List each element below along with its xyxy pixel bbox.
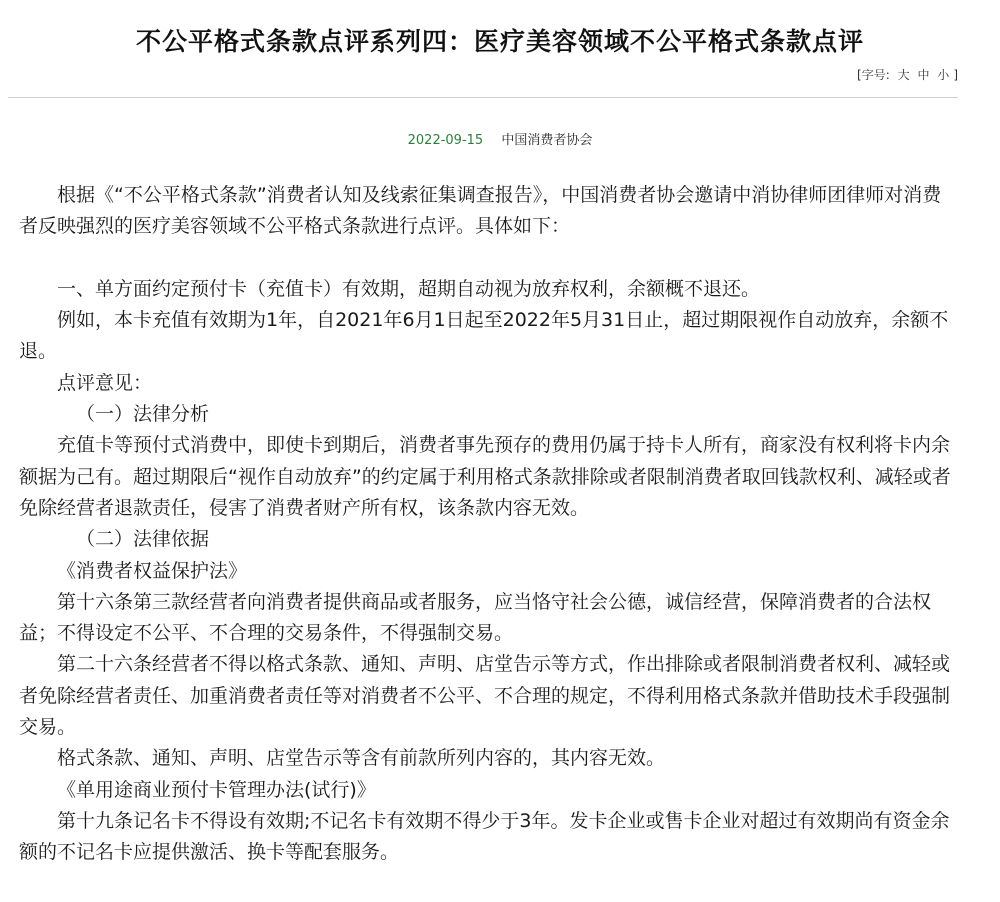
font-size-medium-link[interactable]: 中: [917, 68, 930, 82]
article-19-paragraph: 第十九条记名卡不得设有效期;不记名卡有效期不得少于3年。发卡企业或售卡企业对超过有效期尚有资金余额的不记名卡应提供激活、换卡等配套服务。: [19, 809, 950, 864]
review-label: 点评意见：: [57, 371, 153, 394]
law-title-prepaid-card: 《单用途商业预付卡管理办法(试行)》: [57, 778, 376, 801]
law-title-consumer-rights: 《消费者权益保护法》: [57, 559, 248, 582]
font-size-prefix: [字号:: [857, 68, 890, 82]
legal-analysis-heading: （一）法律分析: [76, 403, 210, 426]
clause-heading: 一、单方面约定预付卡（充值卡）有效期，超期自动视为放弃权利，余额概不退还。: [57, 277, 761, 300]
font-size-control: [853, 66, 958, 83]
article-title: 不公平格式条款点评系列四：医疗美容领域不公平格式条款点评: [135, 27, 864, 56]
intro-paragraph: 根据《“不公平格式条款”消费者认知及线索征集调查报告》，中国消费者协会邀请中消协律师团律师对消费者反映强烈的医疗美容领域不公平格式条款进行点评。具体如下：: [19, 184, 942, 238]
article-26-paragraph: 第二十六条经营者不得以格式条款、通知、声明、店堂告示等方式，作出排除或者限制消费者权利、减轻或者免除经营者责任、加重消费者责任等对消费者不公平、不合理的规定，不得利用格式条款并借助技术手段强制交易。: [19, 653, 951, 739]
font-size-suffix: ]: [953, 68, 958, 82]
format-clause-paragraph: 格式条款、通知、声明、店堂告示等含有前款所列内容的，其内容无效。: [57, 747, 666, 770]
legal-analysis-paragraph: 充值卡等预付式消费中，即使卡到期后，消费者事先预存的费用仍属于持卡人所有，商家没有权利将卡内余额据为己有。超过期限后“视作自动放弃”的约定属于利用格式条款排除或者限制消费者取回钱款权利、减轻或者免除经营者退款责任，侵害了消费者财产所有权，该条款内容无效。: [19, 434, 951, 519]
example-paragraph: 例如，本卡充值有效期为1年，自2021年6月1日起至2022年5月31日止，超过期限视作自动放弃，余额不退。: [19, 309, 949, 363]
header-divider: [8, 97, 958, 98]
article-meta: [0, 129, 1000, 148]
font-size-small-link[interactable]: 小: [937, 68, 950, 82]
article-source: 中国消费者协会: [501, 133, 593, 148]
publish-date: 2022-09-15: [407, 133, 484, 148]
article-16-paragraph: 第十六条第三款经营者向消费者提供商品或者服务，应当恪守社会公德，诚信经营，保障消费者的合法权益；不得设定不公平、不合理的交易条件，不得强制交易。: [19, 590, 932, 645]
font-size-large-link[interactable]: 大: [897, 68, 910, 82]
article-body: [19, 180, 951, 869]
legal-basis-heading: （二）法律依据: [76, 528, 210, 551]
